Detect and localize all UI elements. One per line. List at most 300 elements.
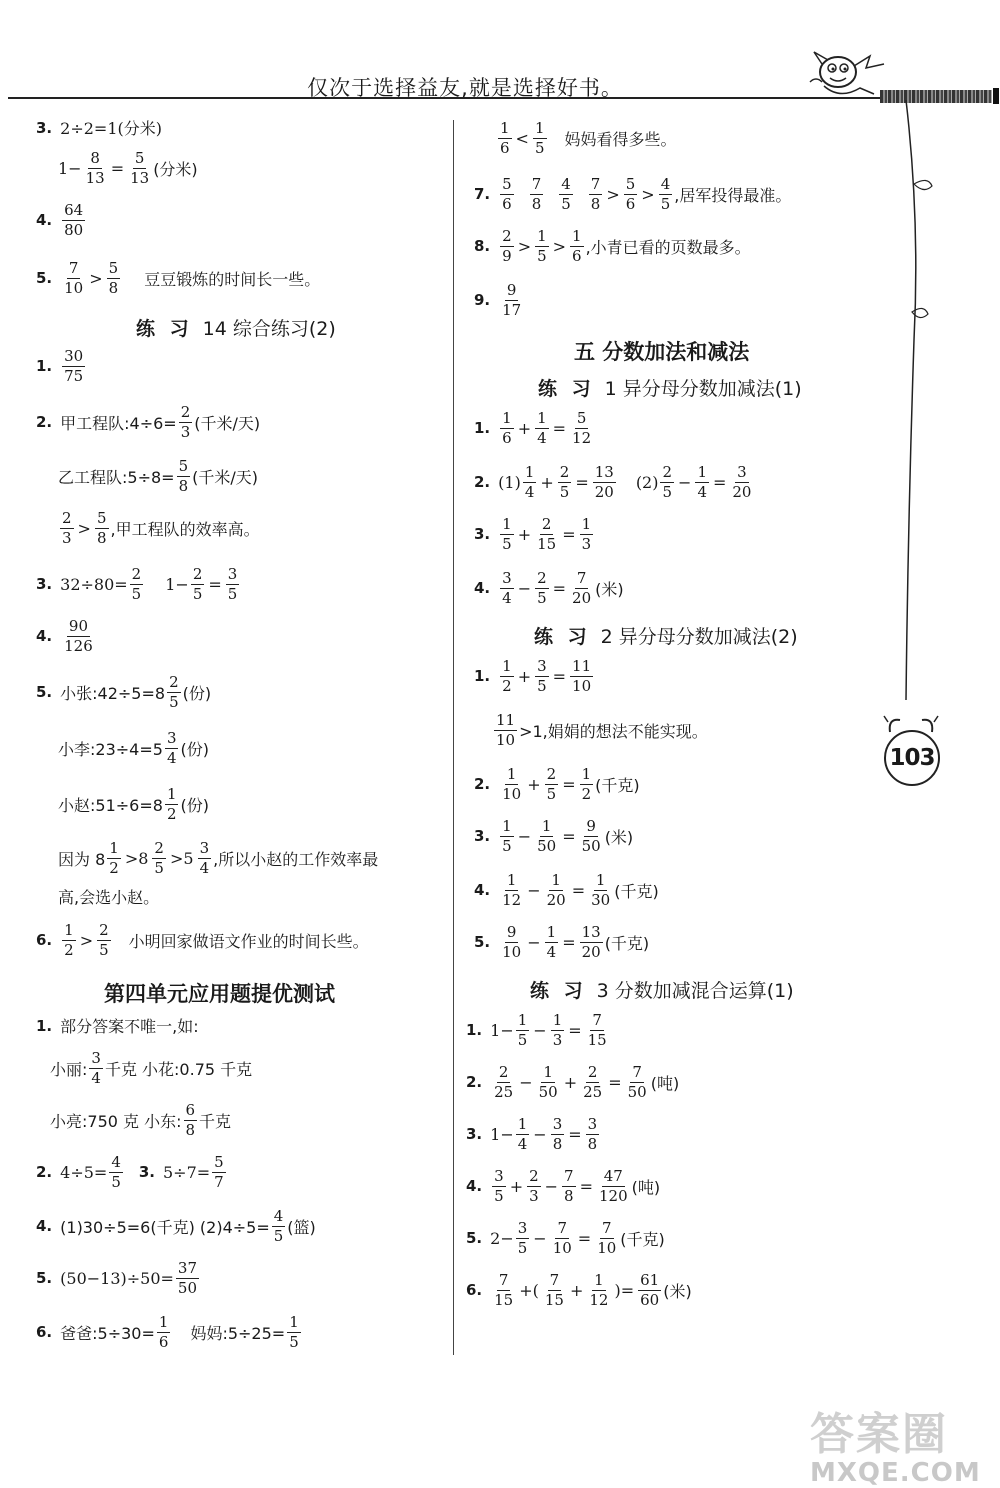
equation-text: 3. xyxy=(466,1125,483,1143)
equation-text: (50−13)÷50= xyxy=(60,1268,174,1288)
fraction xyxy=(545,924,559,960)
answer-5c xyxy=(36,1260,201,1296)
equation-text: − xyxy=(544,1176,559,1196)
fraction-numerator: 1 xyxy=(552,1011,563,1029)
answer-1 xyxy=(36,348,87,384)
fraction xyxy=(562,1168,576,1204)
answer-1e-line2 xyxy=(492,712,708,748)
section-heading-exercise-1: 练 习 1 异分母分数加减法(1) xyxy=(538,378,802,400)
fraction xyxy=(530,176,544,212)
answer-1d xyxy=(474,410,595,446)
chapter-heading-5: 五 分数加法和减法 xyxy=(574,340,750,364)
fraction-denominator: 5 xyxy=(99,940,109,959)
equation-text: 4. xyxy=(36,211,53,229)
header-rule xyxy=(8,97,888,99)
equation-text: 2. xyxy=(466,1073,483,1091)
fraction-denominator: 6 xyxy=(158,1332,169,1351)
equation-text: (1)30÷5=6(千克) (2)4÷5= xyxy=(60,1217,270,1237)
answer-2c xyxy=(36,1154,228,1190)
equation-text: 32÷80= xyxy=(60,574,128,594)
fraction-numerator: 7 xyxy=(557,1219,567,1237)
fraction-numerator: 30 xyxy=(64,347,84,365)
fraction-numerator: 3 xyxy=(502,569,512,587)
fraction-numerator: 2 xyxy=(131,565,142,583)
fraction xyxy=(272,1208,286,1244)
fraction xyxy=(184,1102,198,1138)
fraction-numerator: 9 xyxy=(506,281,517,299)
fraction-numerator: 1 xyxy=(502,515,512,533)
fraction xyxy=(586,1012,609,1048)
fraction xyxy=(593,464,616,500)
equation-text: 千克 小花:0.75 千克 xyxy=(104,1059,253,1079)
fraction-denominator: 5 xyxy=(289,1332,299,1351)
equation-text: = xyxy=(552,666,567,686)
fraction-denominator: 5 xyxy=(131,584,142,603)
fraction xyxy=(500,658,514,694)
fraction-denominator: 5 xyxy=(537,676,547,695)
fraction xyxy=(128,150,151,186)
fraction-denominator: 15 xyxy=(537,534,557,553)
fraction xyxy=(500,766,523,802)
fraction-numerator: 6 xyxy=(185,1101,196,1119)
equation-text: − xyxy=(527,880,541,900)
fraction xyxy=(62,348,85,384)
fraction-numerator: 2 xyxy=(559,463,570,481)
equation-text: 2. xyxy=(36,1163,53,1181)
fraction-numerator: 2 xyxy=(180,403,191,421)
fraction-numerator: 1 xyxy=(289,1313,299,1331)
fraction-denominator: 15 xyxy=(587,1030,607,1049)
fraction-numerator: 3 xyxy=(199,839,210,857)
fraction xyxy=(62,618,95,654)
answer-1c xyxy=(36,1014,199,1037)
equation-text: 部分答案不唯一,如: xyxy=(60,1017,199,1036)
header-bar-end xyxy=(993,88,999,104)
fraction xyxy=(492,1272,515,1308)
fraction-numerator: 2 xyxy=(498,1063,509,1081)
answer-2e xyxy=(474,766,640,802)
fraction-denominator: 7 xyxy=(214,1172,224,1191)
fraction xyxy=(535,658,549,694)
fraction-numerator: 1 xyxy=(546,923,557,941)
fraction xyxy=(570,658,593,694)
fraction-numerator: 11 xyxy=(496,711,516,729)
fraction xyxy=(626,1064,649,1100)
equation-text: = xyxy=(575,472,589,492)
equation-text: 6. xyxy=(36,1323,53,1341)
fraction-numerator: 2 xyxy=(546,765,557,783)
fraction xyxy=(535,818,558,854)
equation-text: (米) xyxy=(595,579,624,599)
fraction xyxy=(570,570,593,606)
answer-5f xyxy=(466,1220,665,1256)
equation-text: + xyxy=(517,524,532,544)
fraction-numerator: 5 xyxy=(502,175,512,193)
equation-text: )= xyxy=(614,1280,635,1300)
fraction-numerator: 1 xyxy=(551,871,561,889)
equation-text: (篮) xyxy=(287,1217,316,1237)
fraction-denominator: 5 xyxy=(502,836,512,855)
equation-text: 2. xyxy=(474,775,491,793)
fraction xyxy=(527,1168,541,1204)
equation-text: 3. xyxy=(474,525,491,543)
fraction-denominator: 120 xyxy=(599,1186,628,1205)
equation-text: >5 xyxy=(169,848,194,868)
fraction-denominator: 80 xyxy=(64,220,84,239)
answer-4f xyxy=(466,1168,660,1204)
equation-text: 5. xyxy=(36,1269,53,1287)
fraction xyxy=(198,840,212,876)
fraction-numerator: 8 xyxy=(90,149,100,167)
equation-text: 3. xyxy=(138,1163,155,1181)
equation-text: = xyxy=(562,932,576,952)
fraction xyxy=(226,566,240,602)
fraction xyxy=(551,1012,565,1048)
fraction-denominator: 5 xyxy=(273,1226,284,1245)
equation-text: 1. xyxy=(36,357,53,375)
fraction xyxy=(500,818,514,854)
fraction-numerator: 3 xyxy=(227,565,238,583)
equation-text: 1− xyxy=(490,1124,514,1144)
fraction xyxy=(498,120,512,156)
fraction-numerator: 1 xyxy=(502,657,512,675)
answer-6f xyxy=(466,1272,692,1308)
equation-text: 4. xyxy=(466,1177,483,1195)
fraction-numerator: 47 xyxy=(603,1167,623,1185)
equation-text: = xyxy=(562,826,576,846)
fraction-denominator: 10 xyxy=(572,676,592,695)
page-number-badge xyxy=(876,708,946,788)
fraction xyxy=(597,1168,630,1204)
equation-text: 1. xyxy=(36,1016,53,1035)
fraction-numerator: 1 xyxy=(581,765,592,783)
equation-text: 7. xyxy=(474,185,491,203)
fraction-denominator: 5 xyxy=(534,138,545,157)
fraction-denominator: 5 xyxy=(169,692,179,711)
fraction-numerator: 1 xyxy=(534,119,545,137)
fraction-denominator: 13 xyxy=(85,168,105,187)
fraction-denominator: 8 xyxy=(185,1120,196,1139)
equation-text: 小李:23÷4=5 xyxy=(58,739,163,759)
fraction xyxy=(624,176,638,212)
equation-text: = xyxy=(608,1072,622,1092)
fraction-numerator: 2 xyxy=(529,1167,539,1185)
fraction-denominator: 8 xyxy=(108,278,119,297)
equation-text: + xyxy=(517,418,532,438)
equation-text: = xyxy=(568,1124,582,1144)
fraction-denominator: 5 xyxy=(154,858,164,877)
fraction xyxy=(107,840,121,876)
fraction xyxy=(84,150,107,186)
fraction xyxy=(130,566,144,602)
equation-text: 甲工程队:4÷6= xyxy=(60,413,177,433)
fraction xyxy=(157,1314,171,1350)
fraction-denominator: 5 xyxy=(192,584,203,603)
equation-text: − xyxy=(533,1228,547,1248)
fraction xyxy=(62,260,85,296)
fraction-numerator: 4 xyxy=(111,1153,121,1171)
fraction-numerator: 1 xyxy=(64,921,74,939)
fraction-denominator: 8 xyxy=(564,1186,574,1205)
fraction-denominator: 8 xyxy=(587,1134,598,1153)
equation-text: + xyxy=(509,1176,524,1196)
fraction-denominator: 5 xyxy=(111,1172,121,1191)
fraction-numerator: 2 xyxy=(62,509,72,527)
cartoon-mascot-icon xyxy=(800,42,890,104)
equation-text: (吨) xyxy=(650,1073,680,1093)
fraction xyxy=(535,570,549,606)
equation-text: (1) xyxy=(498,472,521,492)
fraction xyxy=(492,1168,506,1204)
equation-text: ,居军投得最准。 xyxy=(674,185,792,205)
equation-text: 小张:42÷5=8 xyxy=(60,683,166,703)
fraction xyxy=(109,1154,123,1190)
answer-7 xyxy=(474,176,791,212)
fraction-denominator: 20 xyxy=(581,942,601,961)
fraction-numerator: 1 xyxy=(595,871,606,889)
fraction-denominator: 5 xyxy=(502,534,512,553)
fraction-numerator: 1 xyxy=(502,409,512,427)
fraction-denominator: 50 xyxy=(627,1082,647,1101)
answer-1c-line2 xyxy=(50,1050,252,1086)
equation-text: > xyxy=(77,518,91,538)
fraction-denominator: 2 xyxy=(64,940,74,959)
fraction-denominator: 6 xyxy=(500,138,510,157)
fraction-denominator: 6 xyxy=(572,246,582,265)
fraction-numerator: 3 xyxy=(91,1049,101,1067)
equation-text: 小丽: xyxy=(50,1059,88,1079)
section-heading-unit-4-test: 第四单元应用题提优测试 xyxy=(104,982,335,1006)
fraction-denominator: 5 xyxy=(546,784,557,803)
fraction xyxy=(176,1260,199,1296)
equation-text: 3. xyxy=(36,575,53,593)
answer-5b-line3 xyxy=(58,786,209,822)
fraction xyxy=(516,1116,530,1152)
fraction-numerator: 2 xyxy=(537,569,547,587)
equation-text: (米) xyxy=(604,827,634,847)
fraction-numerator: 1 xyxy=(594,1271,604,1289)
fraction-numerator: 1 xyxy=(537,227,547,245)
equation-text: + xyxy=(540,472,554,492)
fraction-denominator: 6 xyxy=(625,194,636,213)
fraction-denominator: 2 xyxy=(109,858,119,877)
equation-text: 6. xyxy=(466,1281,483,1299)
fraction-denominator: 8 xyxy=(590,194,601,213)
fraction-numerator: 7 xyxy=(601,1219,612,1237)
fraction xyxy=(62,922,76,958)
fraction-denominator: 50 xyxy=(177,1278,198,1297)
fraction-denominator: 4 xyxy=(524,482,535,501)
fraction-denominator: 8 xyxy=(552,1134,563,1153)
equation-text: >8 xyxy=(124,848,149,868)
column-divider xyxy=(453,120,454,1355)
fraction xyxy=(570,228,584,264)
answer-3-line2 xyxy=(58,150,198,186)
equation-text: − xyxy=(527,932,541,952)
equation-text: = xyxy=(712,472,727,492)
fraction xyxy=(62,202,85,238)
fraction-numerator: 1 xyxy=(500,119,510,137)
equation-text: + xyxy=(563,1072,578,1092)
equation-text: 4. xyxy=(36,627,53,645)
fraction xyxy=(537,1064,560,1100)
fraction xyxy=(660,464,674,500)
equation-text: 千克 xyxy=(199,1111,232,1131)
equation-text: ,所以小赵的工作效率最 xyxy=(213,849,379,869)
fraction-denominator: 50 xyxy=(538,1082,558,1101)
answer-3 xyxy=(36,116,162,139)
fraction-numerator: 3 xyxy=(737,463,747,481)
watermark-top: 答案圈 xyxy=(810,1409,948,1460)
fraction-denominator: 9 xyxy=(502,246,512,265)
fraction-denominator: 8 xyxy=(96,528,107,547)
fraction xyxy=(95,510,109,546)
equation-text: 小明回家做语文作业的时间长些。 xyxy=(128,931,369,951)
fraction-denominator: 20 xyxy=(546,890,566,909)
fraction-numerator: 5 xyxy=(625,175,636,193)
fraction-denominator: 4 xyxy=(697,482,707,501)
fraction-denominator: 20 xyxy=(572,588,592,607)
fraction-numerator: 11 xyxy=(572,657,592,675)
fraction-numerator: 7 xyxy=(564,1167,574,1185)
fraction-denominator: 3 xyxy=(552,1030,563,1049)
equation-text: = xyxy=(562,774,576,794)
fraction-denominator: 3 xyxy=(62,528,72,547)
answer-4e xyxy=(474,872,659,908)
fraction-denominator: 20 xyxy=(594,482,614,501)
equation-text: + xyxy=(569,1280,584,1300)
equation-text: 5. xyxy=(474,933,491,951)
fraction-numerator: 7 xyxy=(68,259,79,277)
fraction-numerator: 5 xyxy=(576,409,587,427)
equation-text: 3. xyxy=(474,827,491,845)
equation-text: 1. xyxy=(474,419,491,437)
fraction-numerator: 2 xyxy=(541,515,552,533)
fraction-denominator: 6 xyxy=(502,428,512,447)
section-heading-exercise-14: 练 习 14 综合练习(2) xyxy=(136,318,336,340)
fraction xyxy=(500,872,523,908)
fraction xyxy=(494,712,517,748)
fraction-denominator: 3 xyxy=(180,422,191,441)
fraction xyxy=(165,786,179,822)
fraction xyxy=(730,464,753,500)
fraction xyxy=(500,570,514,606)
fraction-numerator: 1 xyxy=(524,463,535,481)
equation-text: = xyxy=(208,574,222,594)
fraction-denominator: 50 xyxy=(537,836,557,855)
equation-text: > xyxy=(517,236,532,256)
fraction xyxy=(551,1116,565,1152)
fraction xyxy=(545,766,559,802)
answer-5 xyxy=(36,260,320,296)
fraction xyxy=(500,410,514,446)
fraction-numerator: 1 xyxy=(506,765,517,783)
equation-text: 4. xyxy=(36,1217,53,1235)
fraction-numerator: 1 xyxy=(537,409,547,427)
equation-text: (2) xyxy=(635,472,659,492)
equation-text: 3. xyxy=(36,118,53,137)
fraction-numerator: 7 xyxy=(576,569,587,587)
fraction-denominator: 12 xyxy=(572,428,592,447)
fraction-numerator: 3 xyxy=(552,1115,563,1133)
equation-text: 乙工程队:5÷8= xyxy=(58,467,175,487)
fraction-numerator: 1 xyxy=(697,463,707,481)
fraction-denominator: 5 xyxy=(662,482,673,501)
answer-3f xyxy=(466,1116,601,1152)
watermark-bottom: MXQE.COM xyxy=(810,1458,981,1488)
fraction-numerator: 3 xyxy=(587,1115,598,1133)
fraction-numerator: 1 xyxy=(502,817,512,835)
fraction xyxy=(659,176,673,212)
fraction-numerator: 1 xyxy=(572,227,582,245)
answer-5b xyxy=(36,674,211,710)
equation-text: 4. xyxy=(474,881,491,899)
header-motto: 仅次于选择益友,就是选择好书。 xyxy=(307,76,623,100)
fraction xyxy=(638,1272,661,1308)
fraction-numerator: 13 xyxy=(581,923,601,941)
fraction xyxy=(500,924,523,960)
fraction-numerator: 1 xyxy=(517,1011,528,1029)
fraction-denominator: 10 xyxy=(496,730,516,749)
equation-text: 2. xyxy=(474,473,491,491)
fraction-numerator: 1 xyxy=(506,871,517,889)
fraction-denominator: 25 xyxy=(583,1082,603,1101)
equation-text: 9. xyxy=(474,291,491,309)
fraction-numerator: 64 xyxy=(64,201,84,219)
equation-text: + xyxy=(527,774,541,794)
answer-1c-line3 xyxy=(50,1102,231,1138)
fraction-denominator: 4 xyxy=(199,858,210,877)
fraction xyxy=(191,566,205,602)
answer-4 xyxy=(36,202,87,238)
equation-text: 4÷5= xyxy=(60,1162,108,1182)
fraction-denominator: 10 xyxy=(502,942,522,961)
fraction-denominator: 4 xyxy=(546,942,557,961)
equation-text: 6. xyxy=(36,931,53,949)
equation-text: > xyxy=(552,236,567,256)
fraction-numerator: 9 xyxy=(586,817,596,835)
equation-text: > xyxy=(641,184,655,204)
fraction-denominator: 30 xyxy=(591,890,611,909)
answer-6-continued xyxy=(496,120,677,156)
fraction-denominator: 15 xyxy=(494,1290,514,1309)
equation-text: 1− xyxy=(58,158,82,178)
equation-text: = xyxy=(552,418,567,438)
equation-text: ,甲工程队的效率高。 xyxy=(110,519,260,539)
equation-text: − xyxy=(678,472,692,492)
fraction-numerator: 3 xyxy=(537,657,547,675)
fraction-denominator: 4 xyxy=(166,748,177,767)
section-heading-exercise-3: 练 习 3 分数加减混合运算(1) xyxy=(530,980,794,1002)
fraction xyxy=(580,516,594,552)
fraction-numerator: 2 xyxy=(192,565,203,583)
equation-text: (份) xyxy=(182,683,212,703)
equation-text: >1,娟娟的想法不能实现。 xyxy=(519,721,708,741)
fraction-numerator: 3 xyxy=(517,1219,528,1237)
fraction-numerator: 7 xyxy=(531,175,542,193)
fraction xyxy=(500,516,514,552)
fraction xyxy=(543,1272,566,1308)
fraction xyxy=(97,922,111,958)
fraction-numerator: 1 xyxy=(541,817,552,835)
equation-text: = xyxy=(552,578,567,598)
fraction-denominator: 12 xyxy=(589,1290,609,1309)
fraction xyxy=(523,464,537,500)
answer-1f xyxy=(466,1012,611,1048)
equation-text: 小亮:750 克 小东: xyxy=(50,1111,182,1131)
answer-4b xyxy=(36,618,97,654)
fraction-denominator: 4 xyxy=(537,428,547,447)
